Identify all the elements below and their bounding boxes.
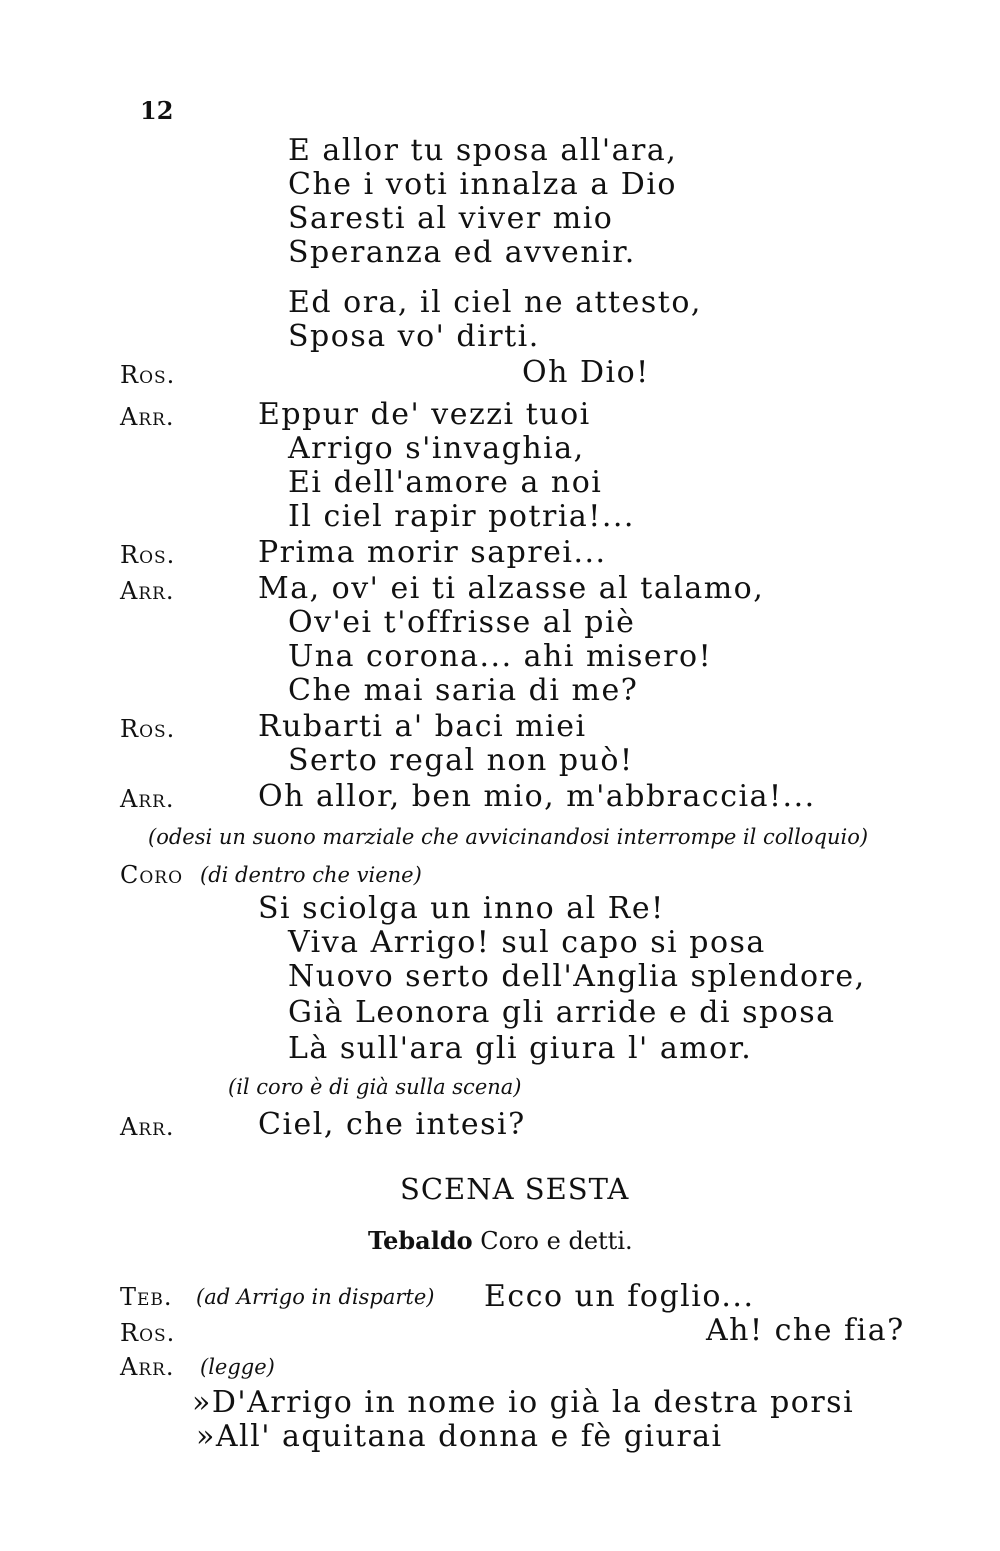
verse-line: Là sull'ara gli giura l' amor. — [288, 1031, 753, 1066]
verse-line: Una corona... ahi misero! — [288, 639, 713, 674]
verse-line: Speranza ed avvenir. — [288, 235, 636, 270]
speaker-label: Teb. — [120, 1283, 173, 1311]
page-number: 12 — [140, 96, 174, 125]
verse-line: Sposa vo' dirti. — [288, 319, 540, 354]
verse-line: Ciel, che intesi? — [258, 1107, 526, 1142]
verse-line: Nuovo serto dell'Anglia splendore, — [288, 959, 866, 994]
stage-direction: (legge) — [200, 1355, 275, 1379]
speaker-label: Arr. — [120, 577, 175, 605]
verse-line: Che mai saria di me? — [288, 673, 639, 708]
character-name: Tebaldo — [368, 1226, 473, 1255]
verse-line: Arrigo s'invaghia, — [288, 431, 585, 466]
verse-line: Il ciel rapir potria!... — [288, 499, 635, 534]
stage-direction: (il coro è di già sulla scena) — [228, 1075, 522, 1099]
verse-line: Ecco un foglio... — [484, 1279, 755, 1314]
stage-direction: (di dentro che viene) — [200, 863, 422, 887]
character-list — [368, 1224, 633, 1258]
verse-line: Già Leonora gli arride e di sposa — [288, 995, 836, 1030]
verse-line: Ov'ei t'offrisse al piè — [288, 605, 636, 640]
speaker-label: Ros. — [120, 1319, 176, 1347]
stage-direction: (odesi un suono marziale che avvicinandosi interrompe il colloquio) — [148, 825, 869, 849]
character-rest: Coro e detti. — [480, 1227, 633, 1255]
speaker-label: Arr. — [120, 1353, 175, 1381]
speaker-label: Coro — [120, 861, 184, 889]
verse-line: Ei dell'amore a noi — [288, 465, 603, 500]
verse-line: Prima morir saprei... — [258, 535, 607, 570]
verse-line: Oh allor, ben mio, m'abbraccia!... — [258, 779, 816, 814]
verse-line: E allor tu sposa all'ara, — [288, 133, 678, 168]
speaker-label: Ros. — [120, 361, 176, 389]
verse-line: Ed ora, il ciel ne attesto, — [288, 285, 702, 320]
verse-line: Si sciolga un inno al Re! — [258, 891, 665, 926]
verse-line: Ma, ov' ei ti alzasse al talamo, — [258, 571, 765, 606]
verse-line: Ah! che fia? — [706, 1313, 905, 1348]
verse-line: »All' aquitana donna e fè giurai — [196, 1419, 723, 1454]
verse-line: Che i voti innalza a Dio — [288, 167, 677, 202]
verse-line: Viva Arrigo! sul capo si posa — [288, 925, 766, 960]
speaker-label: Ros. — [120, 541, 176, 569]
verse-line: Saresti al viver mio — [288, 201, 614, 236]
verse-line: »D'Arrigo in nome io già la destra porsi — [192, 1385, 855, 1420]
verse-line: Eppur de' vezzi tuoi — [258, 397, 591, 432]
speaker-label: Arr. — [120, 1113, 175, 1141]
verse-line: Oh Dio! — [522, 355, 650, 390]
speaker-label: Ros. — [120, 715, 176, 743]
speaker-label: Arr. — [120, 785, 175, 813]
verse-line: Serto regal non può! — [288, 743, 634, 778]
scene-title: SCENA SESTA — [400, 1172, 630, 1206]
stage-direction: (ad Arrigo in disparte) — [196, 1285, 435, 1309]
speaker-label: Arr. — [120, 403, 175, 431]
verse-line: Rubarti a' baci miei — [258, 709, 587, 744]
